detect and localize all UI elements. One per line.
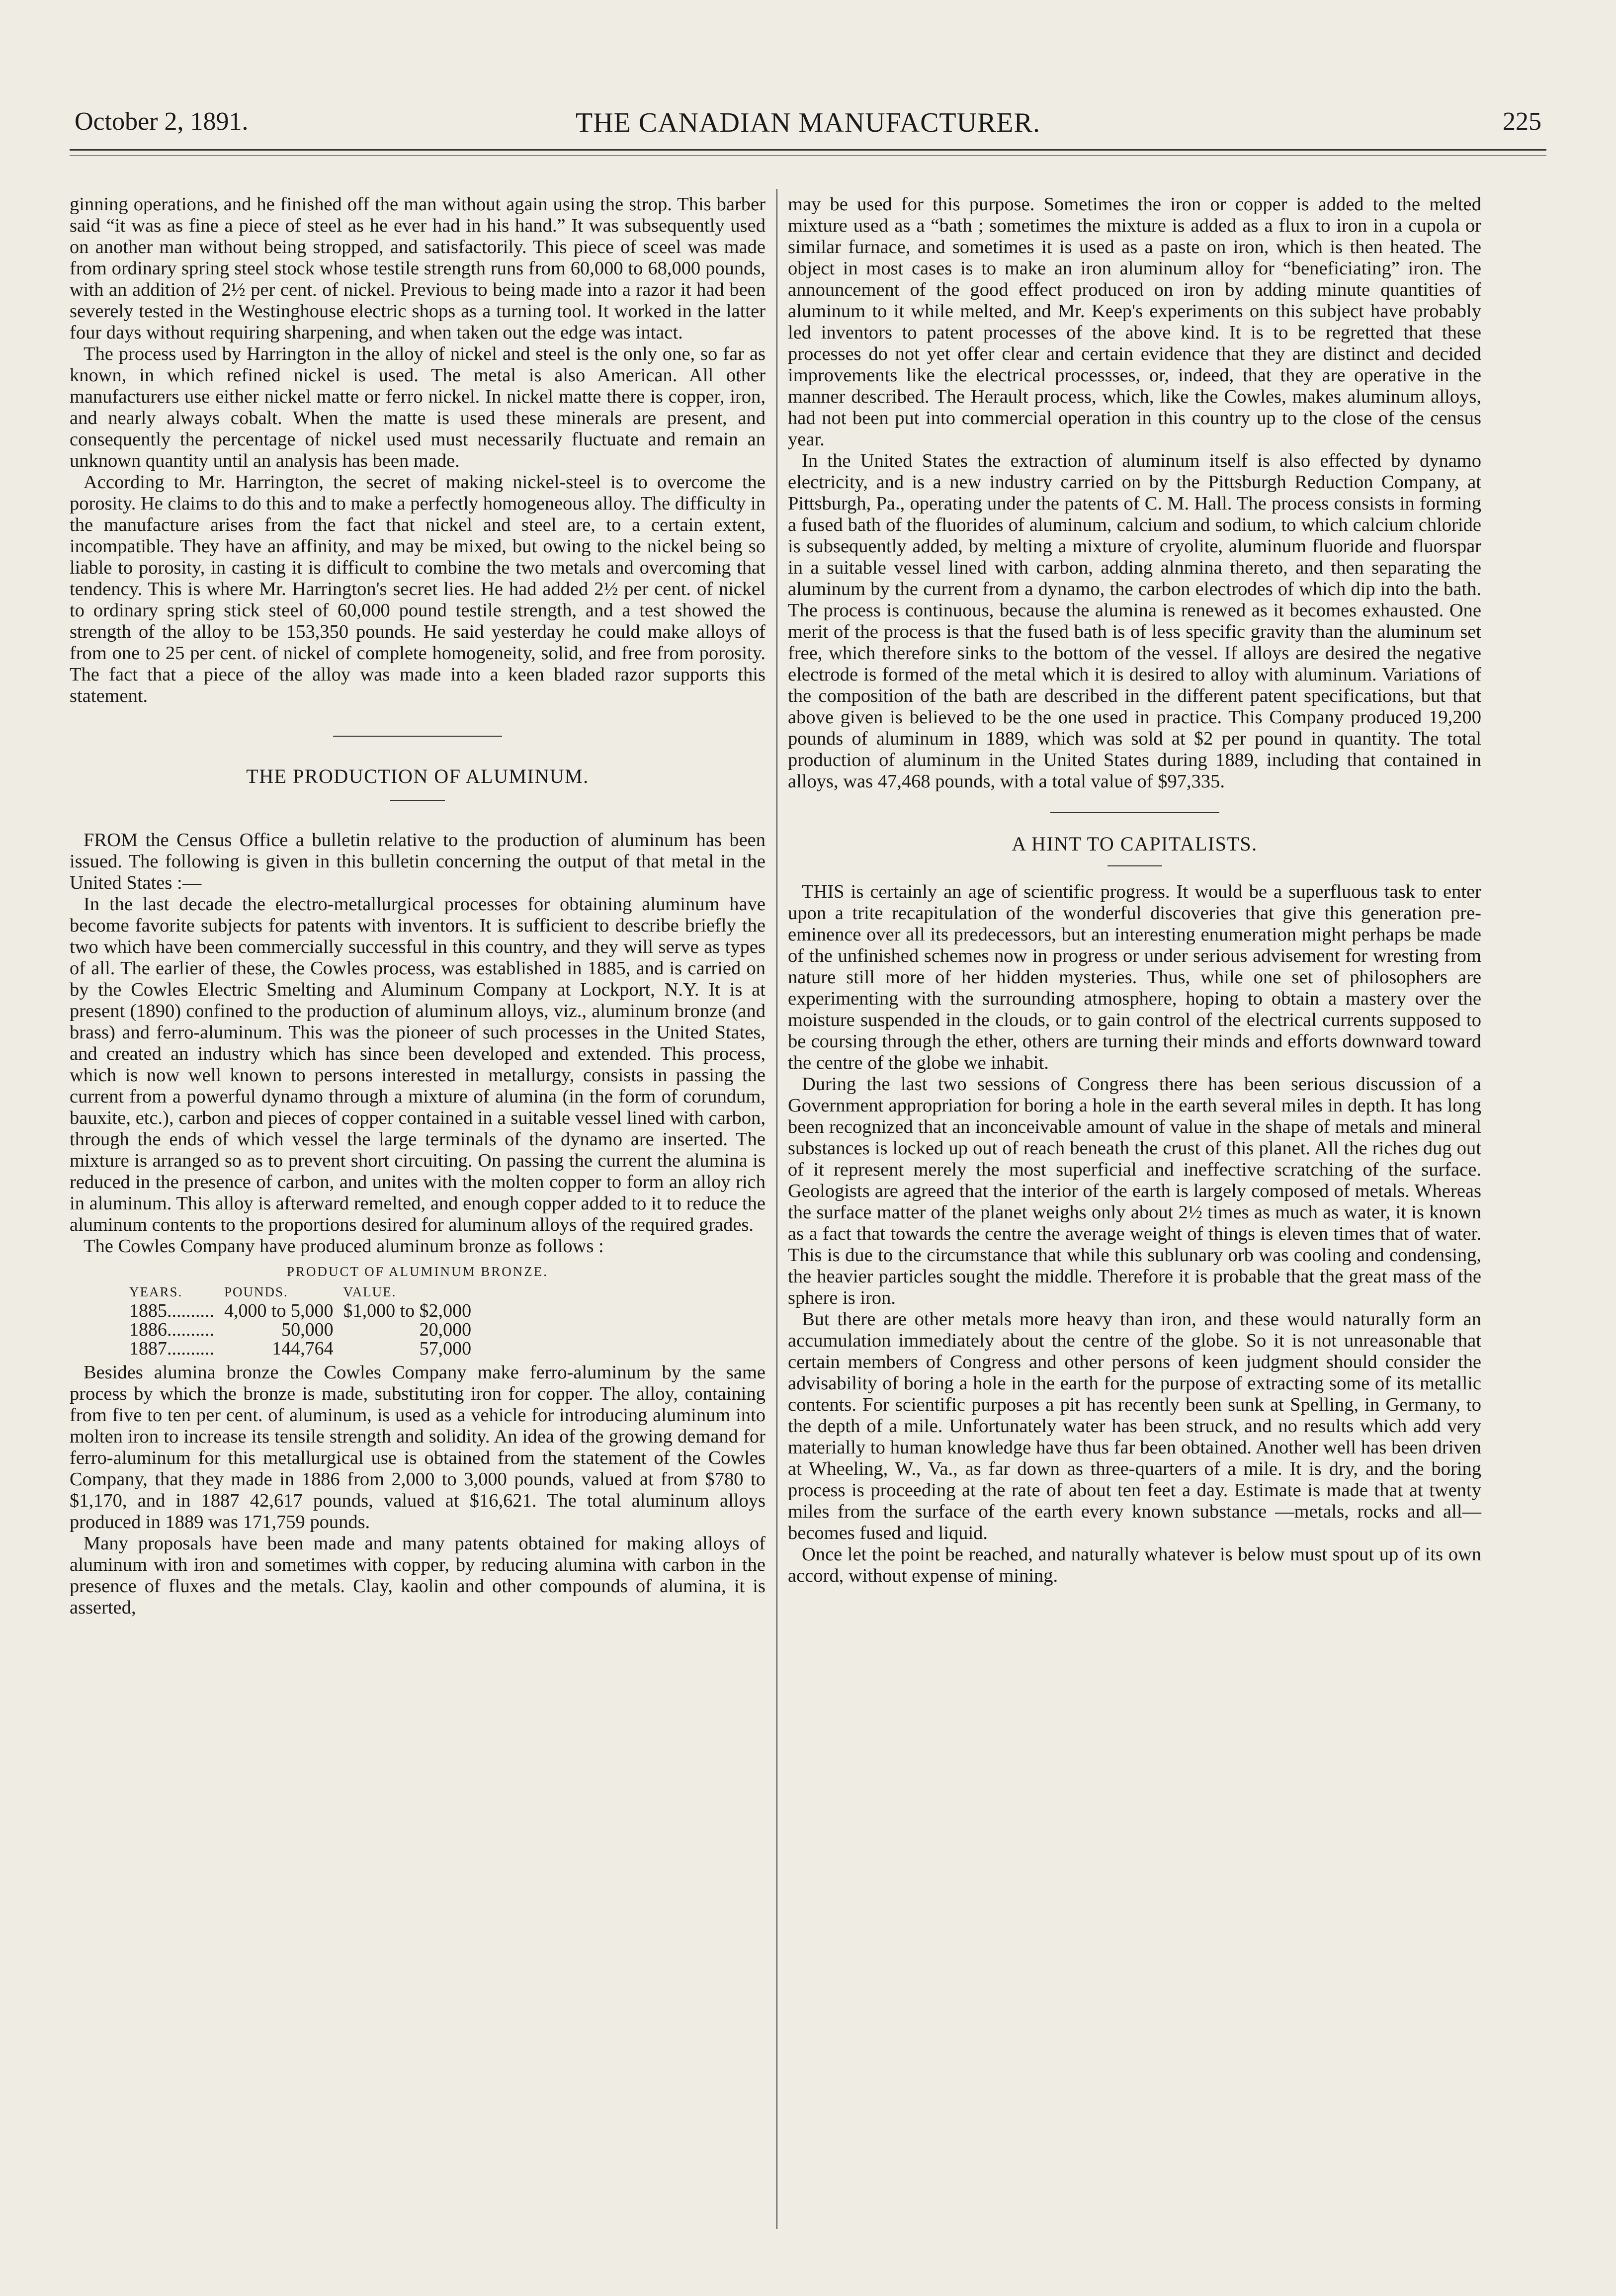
aluminum-paragraph: FROM the Census Office a bulletin relative to the production of aluminum has been issued. The following is given in this bulletin concerning the output of that metal in the United States :— [70, 830, 765, 893]
aluminum-paragraph-continued: In the United States the extraction of aluminum itself is also effected by dynamo electricity, and is a new industry carried on by the Pittsburgh Reduction Company, at Pittsburgh, Pa., operating under the patents of C. M. Hall. The process consists in forming a fused bath of the fluorides of aluminum, calcium and sodium, to which calcium chloride is subsequently added, by melting a mixture of cryolite, aluminum fluoride and fluorspar in a suitable vessel lined with carbon, adding alnmina thereto, and then separating the aluminum by the current from a dynamo, the carbon electrodes of which dip into the bath. The process is continuous, because the alumina is renewed as it becomes exhausted. One merit of the process is that the fused bath is of less specific gravity than the aluminum set free, which therefore sinks to the bottom of the vessel. If alloys are desired the negative electrode is formed of the metal which it is desired to alloy with aluminum. Variations of the composition of the bath are described in the different patent specifications, but that above given is believed to be the one used in practice. This Company produced 19,200 pounds of aluminum in 1889, which was sold at $2 per pound in quantity. The total production of aluminum in the United States during 1889, including that contained in alloys, was 47,468 pounds, with a total value of $97,335. [788, 450, 1481, 792]
razor-paragraph: According to Mr. Harrington, the secret of making nickel-steel is to overcome the porosity. He claims to do this and to make a perfectly homogeneous alloy. The difficulty in the manufacture arises from the fact that nickel and steel are, to a certain extent, incompatible. They have an affinity, and may be mixed, but owing to the nickel being so liable to porosity, in casting it is difficult to combine the two metals and overcoming that tendency. This is where Mr. Harrington's secret lies. He had added 2½ per cent. of nickel to ordinary spring stick steel of 60,000 pound testile strength, and a test showed the strength of the alloy to be 153,350 pounds. He said yesterday he could make alloys of from one to 25 per cent. of nickel of complete homogeneity, solid, and free from porosity. The fact that a piece of the alloy was made into a keen bladed razor supports this statement. [70, 472, 765, 706]
page-header [75, 107, 1541, 152]
cell-pounds: 50,000 [281, 1319, 334, 1340]
header-rule [70, 149, 1546, 151]
aluminum-paragraph: In the last decade the electro-metallurgical processes for obtaining aluminum have become favorite subjects for patents with inventors. It is sufficient to describe briefly the two which have been commercially successful in this country, and they will serve as types of all. The earlier of these, the Cowles process, was established in 1885, and is carried on by the Cowles Electric Smelting and Aluminum Company at Lockport, N.Y. It is at present (1890) confined to the production of aluminum alloys, viz., aluminum bronze (and brass) and ferro-aluminum. This was the pioneer of such processes in the United States, and created an industry which has since been developed and extended. This process, which is now well known to persons interested in metallurgy, consists in passing the current from a powerful dynamo through a mixture of alumina (in the form of corundum, bauxite, etc.), carbon and pieces of copper contained in a suitable vessel lined with carbon, through the ends of which vessel the large terminals of the dynamo are inserted. The mixture is arranged so as to prevent short circuiting. On passing the current the alumina is reduced in the presence of carbon, and unites with the molten copper to form an alloy rich in aluminum. This alloy is afterward remelted, and enough copper added to it to reduce the aluminum contents to the proportions desired for aluminum alloys of the required grades. [70, 894, 765, 1235]
capitalists-paragraph: Once let the point be reached, and naturally whatever is below must spout up of its own accord, without expense of mining. [788, 1544, 1481, 1586]
publication-title: THE CANADIAN MANUFACTURER. [576, 107, 1040, 138]
cell-year: 1885.......... [129, 1300, 214, 1321]
left-column [70, 194, 765, 1618]
aluminum-paragraph: Many proposals have been made and many patents obtained for making alloys of aluminum with iron and sometimes with copper, by reducing alumina with carbon in the presence of fluxes and the metals. Clay, kaolin and other compounds of alumina, it is asserted, [70, 1533, 765, 1618]
cell-pounds: 4,000 to 5,000 [224, 1300, 334, 1321]
column-header-value: VALUE. [343, 1284, 397, 1299]
razor-paragraph: ginning operations, and he finished off the man without again using the strop. This barber said “it was as fine a piece of steel as he ever had in his hand.” It was subsequently used on another man without being stropped, and satisfactorily. This piece of sceel was made from ordinary spring steel stock whose testile strength runs from 60,000 to 68,000 pounds, with an addition of 2½ per cent. of nickel. Previous to being made into a razor it had been severely tested in the Westinghouse electric shops as a turning tool. It worked in the latter four days without requiring sharpening, and when taken out the edge was intact. [70, 194, 765, 343]
column-header-years: YEARS. [129, 1284, 183, 1299]
column-divider [776, 189, 777, 2229]
column-header-pounds: POUNDS. [224, 1284, 288, 1299]
aluminum-paragraph: Besides alumina bronze the Cowles Company make ferro-aluminum by the same process by which the bronze is made, substituting iron for copper. The alloy, containing from five to ten per cent. of aluminum, is used as a vehicle for introducing aluminum into molten iron to increase its tensile strength and solidity. An idea of the growing demand for ferro-aluminum for this metallurgical use is obtained from the statement of the Cowles Company, that they made in 1886 from 2,000 to 3,000 pounds, valued at from $780 to $1,170, and in 1887 42,617 pounds, valued at $16,621. The total aluminum alloys produced in 1889 was 171,759 pounds. [70, 1362, 765, 1532]
aluminum-paragraph-continued: may be used for this purpose. Sometimes the iron or copper is added to the melted mixture used as a “bath ; sometimes the mixture is added as a flux to iron in a cupola or similar furnace, and sometimes it is used as a paste on iron, which is then heated. The object in most cases is to make an iron aluminum alloy for “beneficiating” iron. The announcement of the good effect produced on iron by adding minute quantities of aluminum to it while melted, and Mr. Keep's experiments on this subject have probably led inventors to patent processes of the above kind. It is to be regretted that these processes do not yet offer clear and certain evidence that they are distinct and decided improvements like the electrical processses, or, indeed, that they are operative in the manner described. The Herault process, which, like the Cowles, makes aluminum alloys, had not been put into commercial operation in this country up to the close of the census year. [788, 194, 1481, 450]
production-table-title: PRODUCT OF ALUMINUM BRONZE. [286, 1264, 549, 1279]
production-table [129, 1282, 481, 1358]
capitalists-article-title: A HINT TO CAPITALISTS. [1012, 833, 1258, 855]
table-row [129, 1339, 481, 1358]
page-number: 225 [1503, 107, 1541, 136]
capitalists-paragraph: During the last two sessions of Congress there has been serious discussion of a Government appropriation for boring a hole in the earth several miles in depth. It has long been recognized that an inconceivable amount of value in the shape of metals and mineral substances is locked up out of reach beneath the crust of this planet. All the riches dug out of it represent merely the most superficial and ineffective scratching of the surface. Geologists are agreed that the interior of the earth is largely composed of metals. Whereas the surface matter of the planet weighs only about 2½ times as much as water, it is known as a fact that towards the centre the average weight of things is eleven times that of water. This is due to the circumstance that while this sublunary orb was cooling and condensing, the heavier particles sought the middle. Therefore it is probable that the great mass of the sphere is iron. [788, 1074, 1481, 1308]
cell-pounds: 144,764 [272, 1338, 334, 1359]
cell-value: 20,000 [419, 1319, 472, 1340]
table-header-row [129, 1282, 481, 1301]
issue-date: October 2, 1891. [75, 107, 249, 136]
cell-value: $1,000 to $2,000 [343, 1300, 472, 1321]
cell-year: 1886.......... [129, 1319, 214, 1340]
aluminum-paragraph: The Cowles Company have produced aluminum bronze as follows : [84, 1236, 604, 1257]
header-rule-thin [70, 155, 1546, 156]
capitalists-paragraph: But there are other metals more heavy than iron, and these would naturally form an accumulation immediately about the centre of the globe. So it is not unreasonable that certain members of Congress and other persons of keen judgment should consider the advisability of boring a hole in the earth for the purpose of extracting some of its metallic contents. For scientific purposes a pit has recently been sunk at Spelling, in Germany, to the depth of a mile. Unfortunately water has been struck, and no results which add very materially to human knowledge have thus far been obtained. Another well has been driven at Wheeling, W., Va., as far down as three-quarters of a mile. It is dry, and the boring process is proceeding at the rate of about ten feet a day. Estimate is made that at twenty miles from the surface of the earth every known substance —metals, rocks and all—becomes fused and liquid. [788, 1309, 1481, 1543]
capitalists-paragraph: THIS is certainly an age of scientific progress. It would be a superfluous task to enter upon a trite recapitulation of the wonderful discoveries that give this generation pre-eminence over all its predecessors, but an interesting enumeration might perhaps be made of the unfinished schemes now in progress or under serious advisement for wresting from nature still more of her hidden mysteries. Thus, while one set of philosophers are experimenting with the surrounding atmosphere, hoping to obtain a mastery over the moisture suspended in the clouds, or to gain control of the electrical currents supposed to be coursing through the ether, others are turning their minds and efforts downward toward the centre of the globe we inhabit. [788, 881, 1481, 1073]
aluminum-article-title: THE PRODUCTION OF ALUMINUM. [246, 765, 589, 787]
table-row [129, 1320, 481, 1339]
razor-paragraph: The process used by Harrington in the alloy of nickel and steel is the only one, so far as known, in which refined nickel is used. The metal is also American. All other manufacturers use either nickel matte or ferro nickel. In nickel matte there is copper, iron, and nearly always cobalt. When the matte is used these minerals are present, and consequently the percentage of nickel used must necessarily fluctuate and remain an unknown quantity until an analysis has been made. [70, 343, 765, 471]
right-column [788, 194, 1481, 1587]
cell-year: 1887.......... [129, 1338, 214, 1359]
table-row [129, 1301, 481, 1320]
cell-value: 57,000 [419, 1338, 472, 1359]
